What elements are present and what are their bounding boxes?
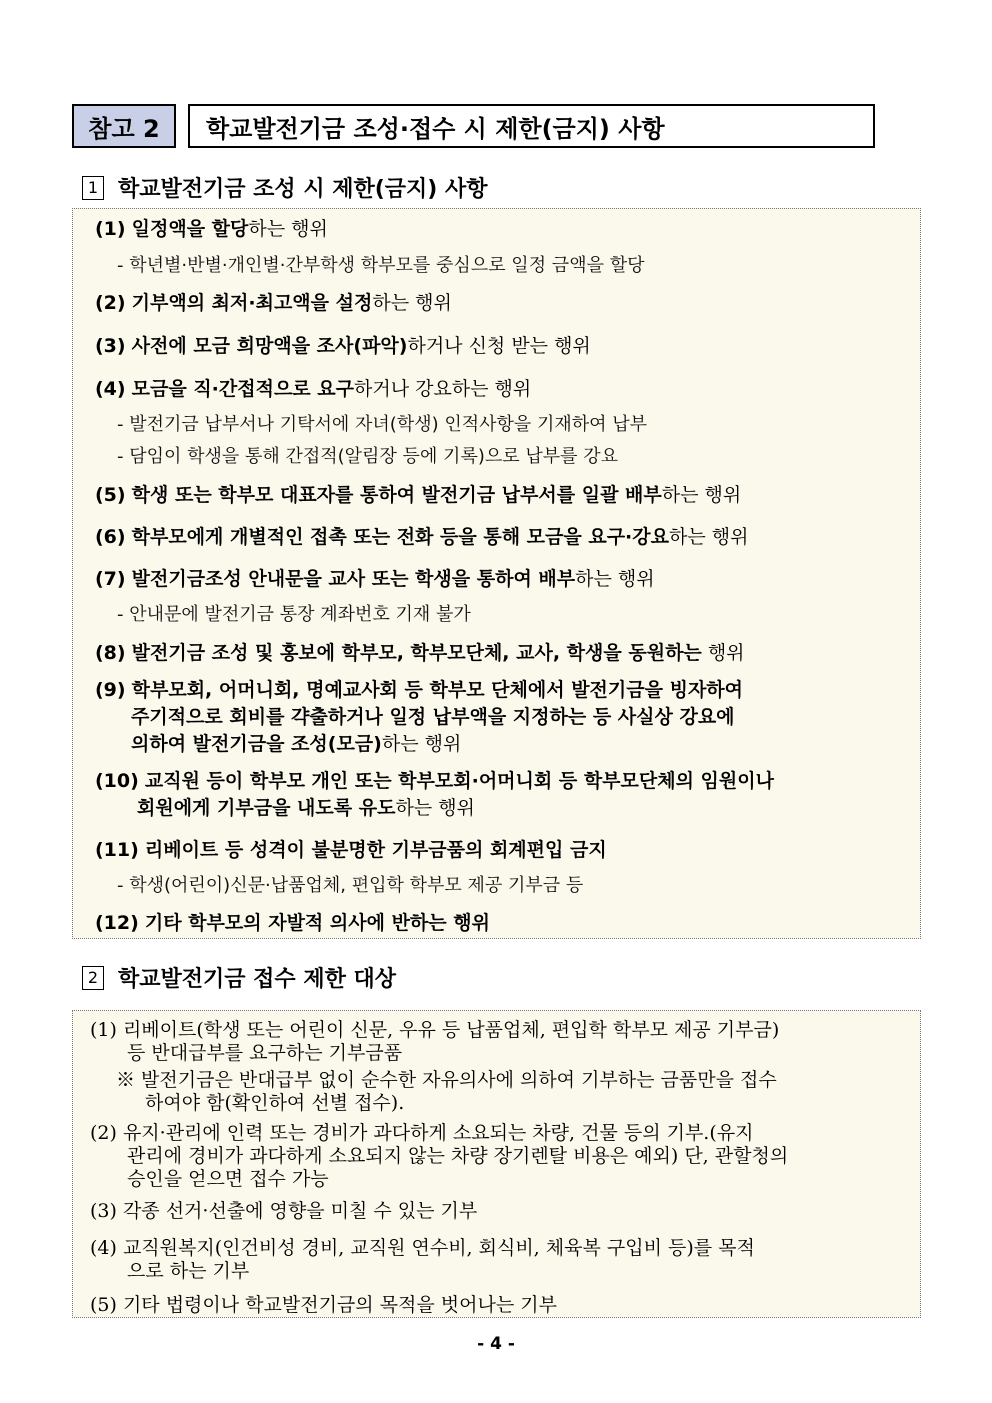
section-number: 1 [82,176,104,200]
list-item [137,795,475,822]
section-2-heading [82,962,396,993]
sub-item [117,444,618,470]
item-text: 하는 행위 [372,292,452,314]
item-emphasis: 의하여 발전기금을 조성(모금) [131,733,382,755]
restriction-line: 하여야 함(확인하여 선별 접수). [145,1092,405,1114]
restriction-line: (2) 유지·관리에 인력 또는 경비가 과다하게 소요되는 차량, 건물 등의 기부.(유지 [90,1122,754,1144]
item-emphasis: 일정액을 할당 [131,218,249,240]
restriction-line: 관리에 경비가 과다하게 소요되지 않는 차량 장기렌탈 비용은 예외) 단, 관할청의 [127,1145,789,1167]
list-item [95,768,774,795]
item-emphasis: 기부액의 최저·최고액을 설정 [131,292,373,314]
item-text: - 발전기금 납부서나 기탁서에 자녀(학생) 인적사항을 기재하여 납부 [117,414,648,435]
item-number: (3) [95,335,126,357]
item-emphasis: 교직원 등이 학부모 개인 또는 학부모회·어머니회 등 학부모단체의 임원이나 [144,770,774,792]
item-emphasis: 기타 학부모의 자발적 의사에 반하는 행위 [144,912,490,934]
item-number: (6) [95,526,126,548]
item-text: - 학생(어린이)신문·납품업체, 편입학 학부모 제공 기부금 등 [117,875,584,896]
list-item [95,333,591,360]
list-item [131,731,461,758]
item-number: (5) [95,484,126,506]
item-text: 행위 [701,642,745,664]
list-item [95,290,452,317]
list-item [95,216,328,243]
restriction-line: 등 반대급부를 요구하는 기부금품 [127,1042,403,1064]
item-text: - 안내문에 발전기금 통장 계좌번호 기재 불가 [117,604,471,625]
section-1-heading [82,172,488,203]
list-item [131,704,735,731]
item-text: 하는 행위 [661,484,742,506]
item-number: (11) [95,839,139,861]
restriction-line: (3) 각종 선거·선출에 영향을 미칠 수 있는 기부 [90,1200,478,1222]
document-header [72,104,875,150]
section-number: 2 [82,966,104,990]
item-number: (1) [95,218,126,240]
item-emphasis: 주기적으로 회비를 갹출하거나 일정 납부액을 지정하는 등 사실상 강요에 [131,706,735,728]
restriction-line: (1) 리베이트(학생 또는 어린이 신문, 우유 등 납품업체, 편입학 학부모 제공 기부금) [90,1019,780,1041]
item-emphasis: 회원에게 기부금을 내도록 유도 [137,797,396,819]
item-text: 하거나 신청 받는 행위 [407,335,591,357]
item-number: (10) [95,770,139,792]
item-text: 하는 행위 [395,797,475,819]
item-emphasis: 학부모회, 어머니회, 명예교사회 등 학부모 단체에서 발전기금을 빙자하여 [131,679,744,701]
item-text: - 담임이 학생을 통해 간접적(알림장 등에 기록)으로 납부를 강요 [117,446,619,467]
restriction-line: 으로 하는 기부 [127,1260,250,1282]
list-item [95,566,655,593]
section-title: 학교발전기금 조성 시 제한(금지) 사항 [118,177,488,202]
page-number: - 4 - [477,1334,515,1354]
item-number: (12) [95,912,139,934]
list-item [95,640,745,667]
item-emphasis: 발전기금조성 안내문을 교사 또는 학생을 통하여 배부 [131,568,576,590]
section-title: 학교발전기금 접수 제한 대상 [118,967,397,992]
item-emphasis: 사전에 모금 희망액을 조사(파악) [131,335,408,357]
item-number: (7) [95,568,126,590]
item-number: (2) [95,292,126,314]
sub-item [117,253,644,279]
item-text: 하는 행위 [575,568,655,590]
restriction-line: (4) 교직원복지(인건비성 경비, 교직원 연수비, 회식비, 체육복 구입비 등)를 목적 [90,1237,755,1259]
restriction-line: ※ 발전기금은 반대급부 없이 순수한 자유의사에 의하여 기부하는 금품만을 접수 [116,1069,777,1091]
list-item [95,910,490,937]
item-text: 하거나 강요하는 행위 [353,378,532,400]
list-item [95,482,741,509]
page-title: 학교발전기금 조성·접수 시 제한(금지) 사항 [188,104,875,148]
item-text: 하는 행위 [381,733,462,755]
list-item [95,677,743,704]
sub-item [117,412,647,438]
list-item [95,524,748,551]
reference-tag: 참고 2 [72,104,176,148]
item-text: 하는 행위 [248,218,328,240]
sub-item [117,602,471,628]
item-emphasis: 발전기금 조성 및 홍보에 학부모, 학부모단체, 교사, 학생을 동원하는 [131,642,702,664]
item-text: - 학년별·반별·개인별·간부학생 학부모를 중심으로 일정 금액을 할당 [117,255,645,276]
list-item [95,376,531,403]
item-emphasis: 학생 또는 학부모 대표자를 통하여 발전기금 납부서를 일괄 배부 [131,484,662,506]
item-text: 하는 행위 [668,526,749,548]
item-emphasis: 학부모에게 개별적인 접촉 또는 전화 등을 통해 모금을 요구·강요 [131,526,669,548]
list-item [95,837,607,864]
item-number: (9) [95,679,126,701]
item-number: (4) [95,378,126,400]
restriction-line: 승인을 얻으면 접수 가능 [127,1168,329,1190]
item-emphasis: 리베이트 등 성격이 불분명한 기부금품의 회계편입 금지 [144,839,607,861]
item-number: (8) [95,642,126,664]
sub-item [117,873,583,899]
restriction-line: (5) 기타 법령이나 학교발전기금의 목적을 벗어나는 기부 [90,1294,557,1316]
item-emphasis: 모금을 직·간접적으로 요구 [131,378,354,400]
